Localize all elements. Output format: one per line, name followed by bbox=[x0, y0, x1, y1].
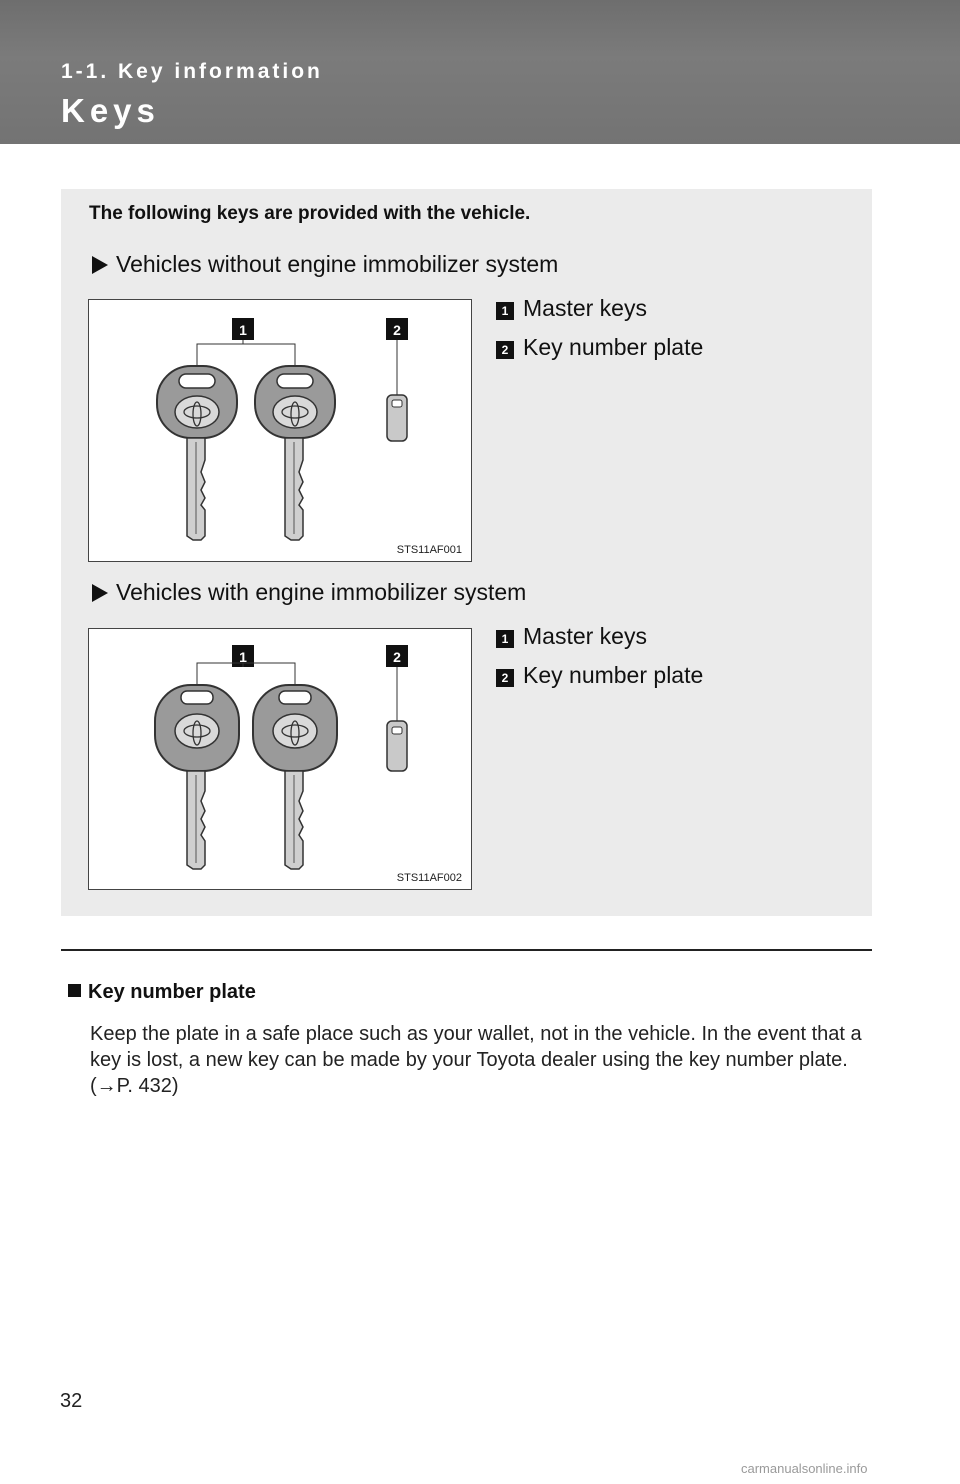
callout-number-2: 2 bbox=[393, 322, 401, 338]
leader-line-1 bbox=[197, 344, 295, 366]
legend-label: Master keys bbox=[523, 623, 647, 649]
legend-badge-1: 1 bbox=[496, 302, 514, 320]
legend-badge-2: 2 bbox=[496, 341, 514, 359]
keys-illustration bbox=[89, 300, 473, 563]
legend-badge-1: 1 bbox=[496, 630, 514, 648]
master-key-icon bbox=[255, 366, 335, 540]
key-number-plate-icon bbox=[387, 721, 407, 771]
legend-item-master-keys bbox=[496, 295, 647, 322]
figure-code: STS11AF002 bbox=[396, 872, 462, 884]
section-divider bbox=[61, 949, 872, 951]
keys-figure-without-immobilizer bbox=[88, 299, 472, 562]
callout-number-1: 1 bbox=[239, 322, 247, 338]
note-title-text: Key number plate bbox=[88, 981, 256, 1003]
section-header-bar bbox=[0, 0, 960, 144]
keys-illustration bbox=[89, 629, 473, 891]
page-number: 32 bbox=[60, 1390, 83, 1412]
variant-heading-with-immobilizer bbox=[92, 579, 526, 606]
legend-label: Key number plate bbox=[523, 334, 704, 360]
arrow-bullet-icon bbox=[92, 256, 108, 274]
legend-label: Key number plate bbox=[523, 662, 704, 688]
legend-item-master-keys bbox=[496, 623, 647, 650]
callout-number-1: 1 bbox=[239, 649, 247, 665]
arrow-bullet-icon bbox=[92, 584, 108, 602]
legend-badge-2: 2 bbox=[496, 669, 514, 687]
keys-figure-with-immobilizer bbox=[88, 628, 472, 890]
watermark: carmanualsonline.info bbox=[741, 1461, 868, 1476]
key-number-plate-icon bbox=[387, 395, 407, 441]
intro-text: The following keys are provided with the vehicle. bbox=[89, 203, 531, 224]
legend-label: Master keys bbox=[523, 295, 647, 321]
variant-heading-text: Vehicles with engine immobilizer system bbox=[116, 579, 527, 605]
page-title: Keys bbox=[61, 92, 160, 129]
master-key-icon bbox=[157, 366, 237, 540]
square-bullet-icon bbox=[68, 984, 81, 997]
callout-number-2: 2 bbox=[393, 649, 401, 665]
variant-heading-text: Vehicles without engine immobilizer system bbox=[116, 251, 559, 277]
master-key-icon bbox=[253, 685, 337, 869]
variant-heading-without-immobilizer bbox=[92, 251, 558, 278]
master-key-icon bbox=[155, 685, 239, 869]
legend-item-key-number-plate bbox=[496, 662, 703, 689]
section-label: 1-1. Key information bbox=[61, 60, 323, 83]
note-body: Keep the plate in a safe place such as your wallet, not in the vehicle. In the event that a key is lost, a new key can be made by your Toyota dealer using the key number plate. (→P. 432) bbox=[90, 1023, 862, 1097]
legend-item-key-number-plate bbox=[496, 334, 703, 361]
note-title bbox=[68, 981, 256, 1004]
figure-code: STS11AF001 bbox=[396, 544, 462, 556]
